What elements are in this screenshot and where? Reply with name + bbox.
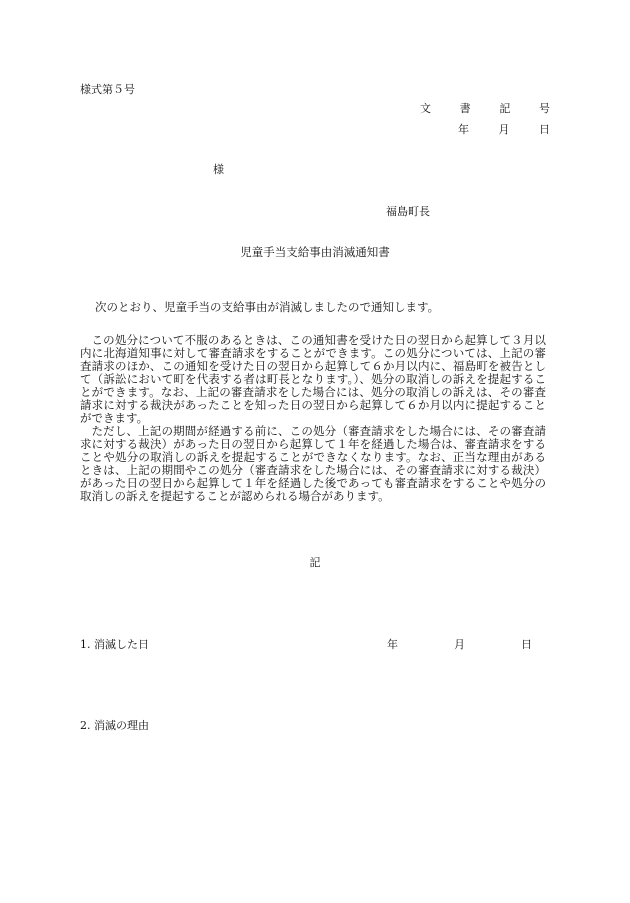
doc-number-char-2: 書 (459, 102, 471, 115)
issue-date-line (458, 121, 550, 137)
extinction-date-line (387, 636, 532, 652)
item-extinction-date-label: 1. 消滅した日 (80, 638, 149, 651)
document-title: 児童手当支給事由消滅通知書 (240, 245, 390, 259)
addressee-honorific: 様 (213, 163, 224, 176)
notice-statement: 次のとおり、児童手当の支給事由が消滅しましたので通知します。 (95, 300, 440, 314)
extinction-date-year: 年 (387, 638, 398, 651)
doc-number-char-1: 文 (420, 102, 431, 115)
issue-date-month: 月 (498, 123, 510, 136)
appeal-paragraph-2: ただし、上記の期間が経過する前に、この処分（審査請求をした場合には、その審査請求に対する裁決）があった日の翌日から起算して１年を経過した場合は、審査請求をすることや処分の取消しの訴えを提起することができなくなります。なお、正当な理由があるときは、上記の期間やこの処分（審査請求をした場合には、その審査請求に対する裁決）があった日の翌日から起算して１年を経過した後であっても審査請求をすることや処分の取消しの訴えを提起することが認められる場合があります。 (80, 424, 546, 503)
ki-heading: 記 (309, 556, 321, 569)
sender-name: 福島町長 (386, 205, 430, 218)
appeal-instructions (80, 334, 546, 503)
form-number: 様式第５号 (80, 83, 135, 96)
extinction-date-day: 日 (521, 638, 532, 651)
issue-date-day: 日 (539, 123, 550, 136)
appeal-paragraph-1: この処分について不服のあるときは、この通知書を受けた日の翌日から起算して３月以内に北海道知事に対して審査請求をすることができます。この処分については、上記の審査請求のほか、この通知を受けた日の翌日から起算して６か月以内に、福島町を被告として（訴訟において町を代表する者は町長となります。）、処分の取消しの訴えを提起することができます。なお、上記の審査請求をした場合には、処分の取消しの訴えは、その審査請求に対する裁決があったことを知った日の翌日から起算して６か月以内に提起することができます。 (80, 333, 546, 425)
extinction-date-month: 月 (454, 638, 465, 651)
issue-date-year: 年 (458, 123, 469, 136)
doc-number-char-3: 記 (499, 102, 511, 115)
doc-number-char-4: 号 (538, 102, 550, 115)
item-extinction-reason-label: 2. 消滅の理由 (80, 719, 149, 732)
document-number-line (420, 100, 550, 116)
